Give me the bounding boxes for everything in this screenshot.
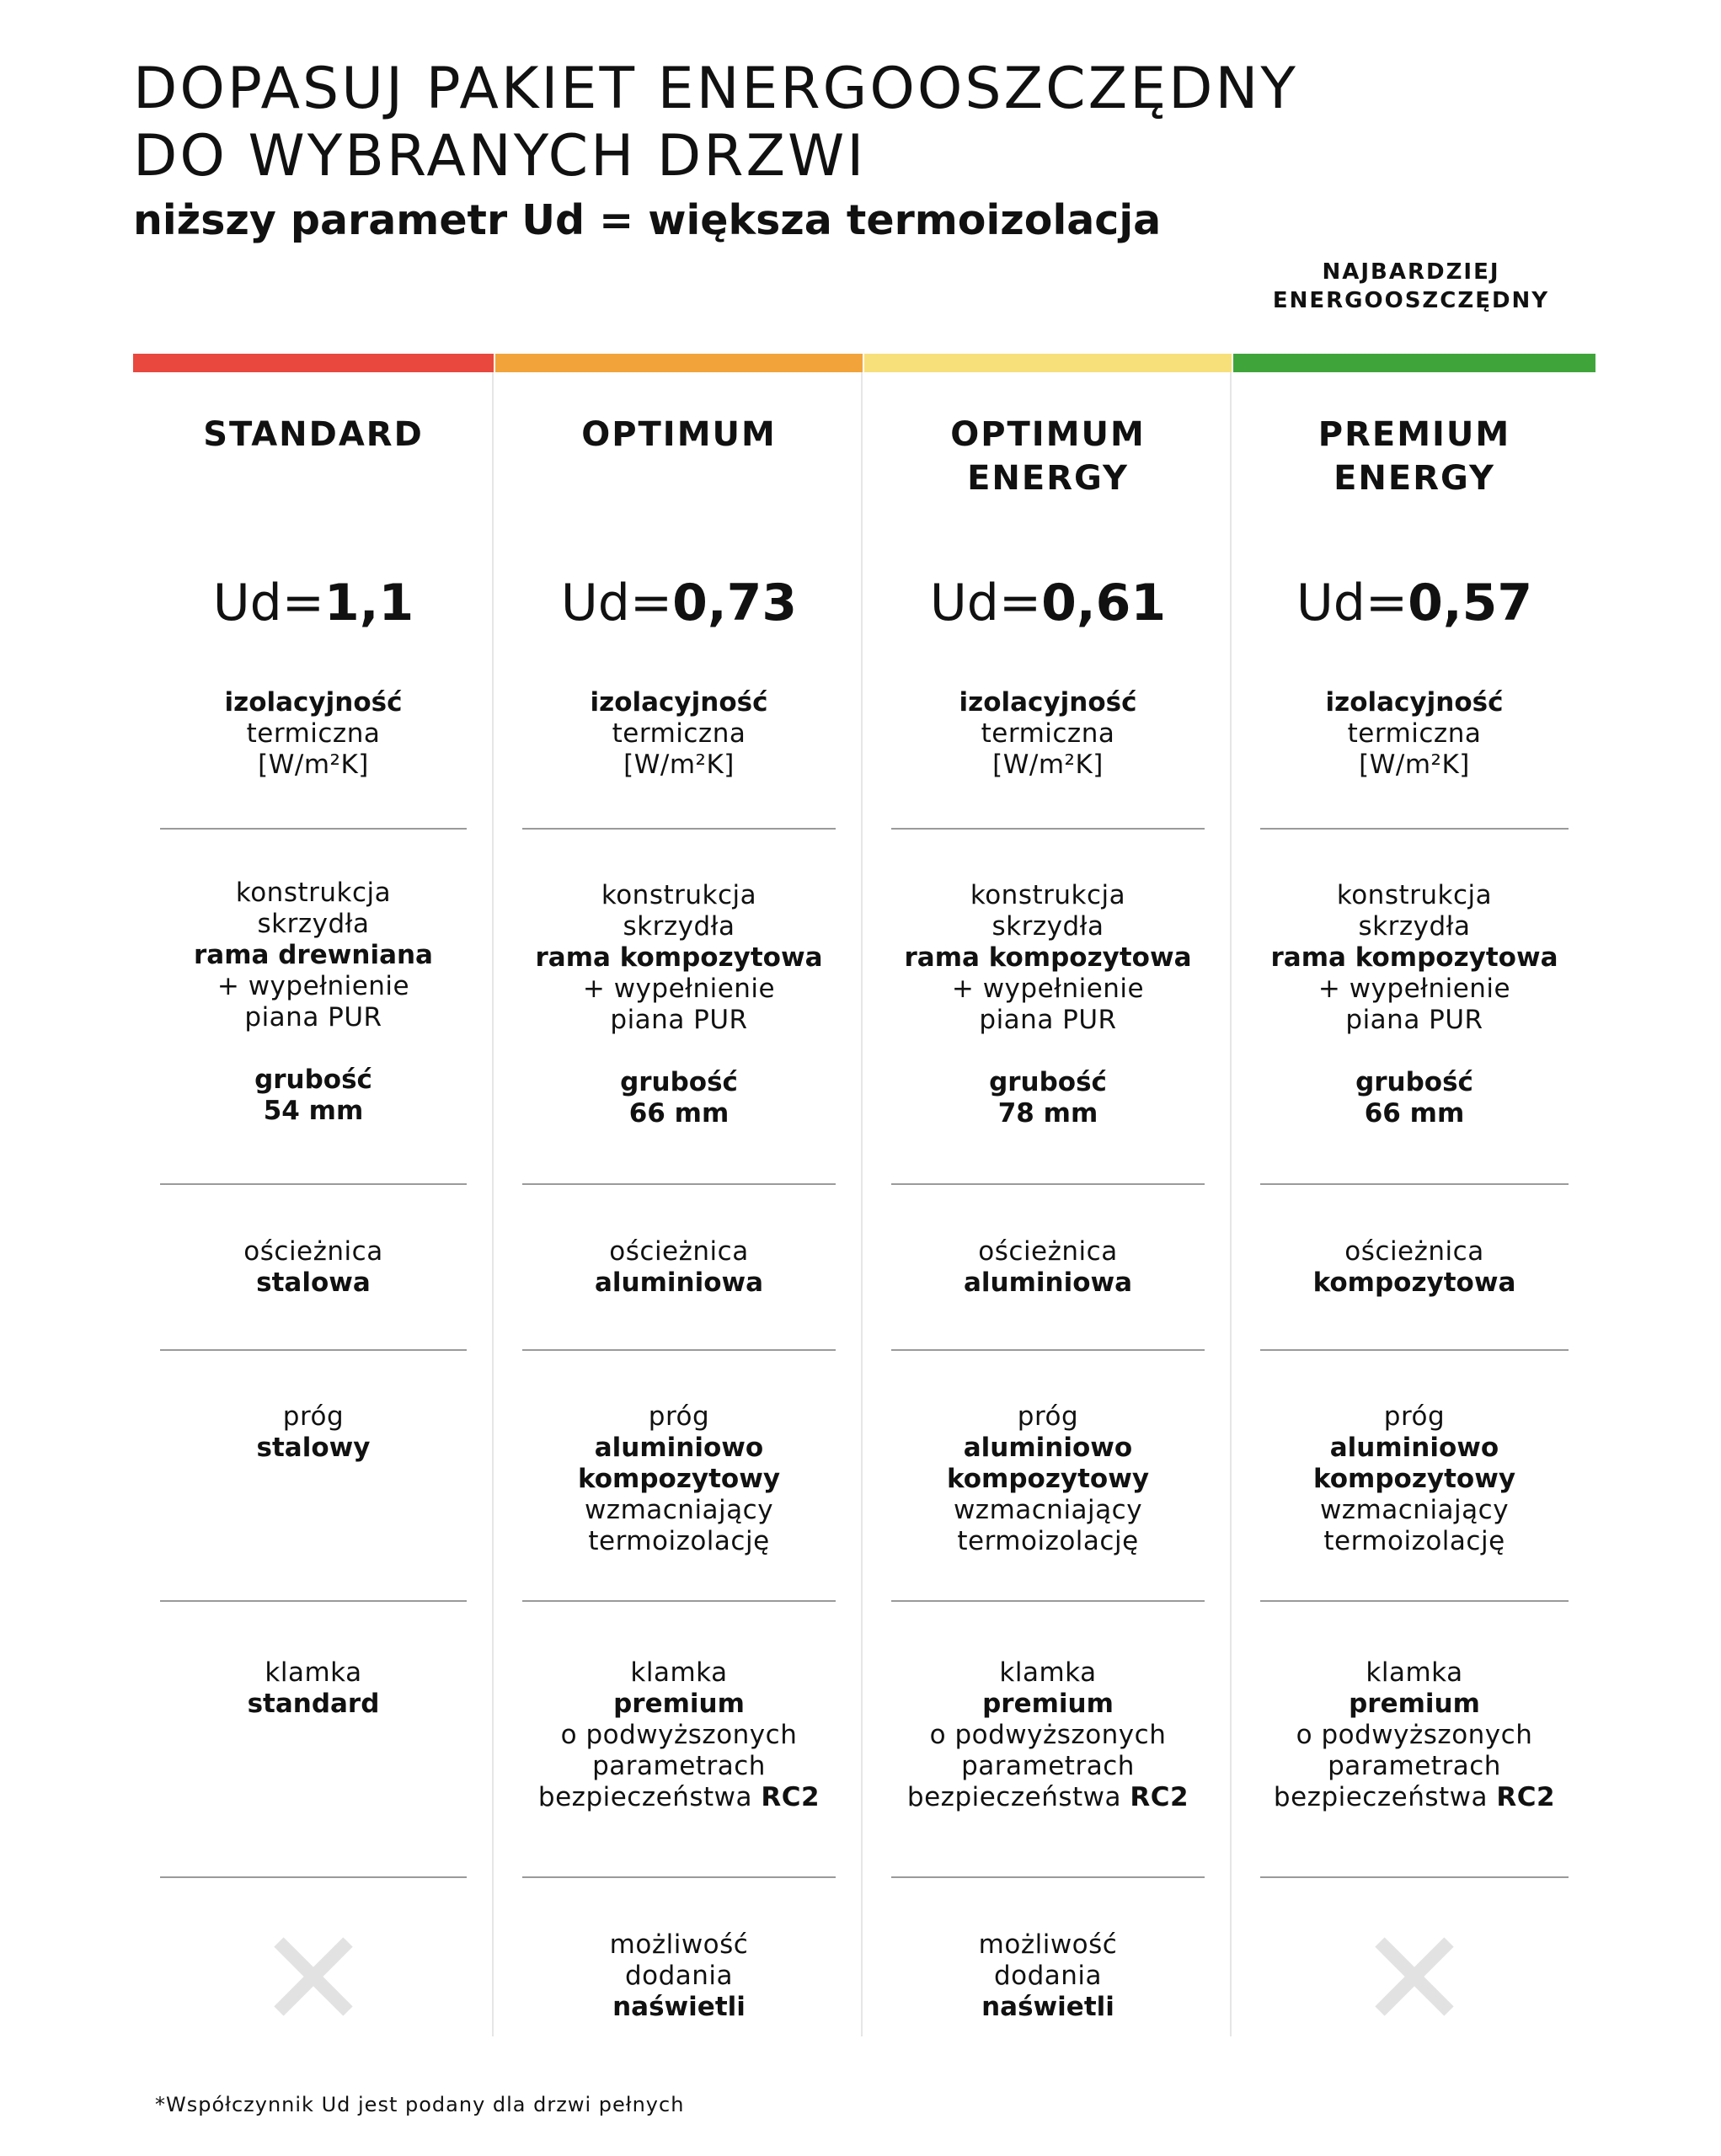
threshold-line-4: wzmacniający — [953, 1495, 1143, 1525]
row-divider — [160, 1349, 467, 1351]
handle-type: premium — [982, 1689, 1114, 1719]
ud-prefix: Ud= — [929, 574, 1042, 632]
energy-bar — [495, 354, 863, 372]
row-divider — [891, 1183, 1205, 1185]
insulation-label: izolacyjność — [224, 687, 403, 718]
package-name — [133, 413, 494, 456]
threshold-line-5: termoizolację — [957, 1526, 1139, 1556]
row-divider — [891, 1876, 1205, 1878]
threshold-material-2: kompozytowy — [1312, 1464, 1516, 1494]
construction-frame: rama kompozytowa — [535, 942, 823, 973]
construction-line-2: skrzydła — [1358, 911, 1471, 942]
package-name — [864, 413, 1232, 500]
column-optimum — [495, 354, 863, 2036]
handle-security-label: bezpieczeństwa — [906, 1782, 1130, 1812]
construction-frame: rama kompozytowa — [1270, 942, 1558, 973]
column-optimum-energy — [864, 354, 1232, 2036]
threshold-material-2: kompozytowy — [946, 1464, 1150, 1494]
handle-line-3: o podwyższonych — [929, 1720, 1167, 1750]
handle-label: klamka — [630, 1657, 728, 1688]
column-standard — [133, 354, 494, 2036]
row-divider — [522, 1600, 836, 1602]
handle-line-4: parametrach — [961, 1751, 1135, 1781]
construction-line-4: + wypełnienie — [216, 971, 410, 1001]
package-name — [495, 413, 863, 456]
frame-label: ościeżnica — [978, 1236, 1118, 1267]
insulation-label: izolacyjność — [1325, 687, 1504, 718]
construction-block — [864, 880, 1232, 1129]
handle-security-class: RC2 — [1496, 1782, 1556, 1812]
frame-material: stalowa — [256, 1267, 371, 1298]
row-divider — [522, 1349, 836, 1351]
skylight-line-1: możliwość — [978, 1929, 1118, 1960]
package-name-line-1: PREMIUM — [1317, 415, 1511, 454]
insulation-unit: [W/m²K] — [1359, 750, 1470, 780]
row-divider — [160, 1600, 467, 1602]
skylight-line-3: naświetli — [981, 1992, 1114, 2022]
construction-line-2: skrzydła — [991, 911, 1104, 942]
row-divider — [160, 1876, 467, 1878]
handle-label: klamka — [1366, 1657, 1463, 1688]
most-efficient-badge — [1234, 258, 1588, 315]
threshold-material: stalowy — [256, 1433, 371, 1463]
construction-block — [133, 878, 494, 1127]
thickness-label: grubość — [989, 1067, 1107, 1097]
thickness-label: grubość — [254, 1065, 372, 1095]
construction-line-4: + wypełnienie — [951, 974, 1145, 1004]
ud-value — [495, 571, 863, 635]
construction-frame: rama drewniana — [194, 940, 433, 970]
handle-line-5 — [1233, 1782, 1595, 1813]
ud-value — [133, 571, 494, 635]
handle-line-4: parametrach — [592, 1751, 766, 1781]
page-title-line-1: DOPASUJ PAKIET ENERGOOSZCZĘDNY — [133, 56, 1298, 122]
handle-line-5 — [864, 1782, 1232, 1813]
handle-block — [133, 1657, 494, 1720]
row-divider — [522, 828, 836, 830]
threshold-label: próg — [282, 1401, 345, 1432]
footnote: *Współczynnik Ud jest podany dla drzwi pełnych — [155, 2093, 685, 2116]
skylight-line-1: możliwość — [609, 1929, 749, 1960]
insulation-block — [495, 687, 863, 781]
frame-block — [133, 1236, 494, 1299]
package-name-line-2: ENERGY — [967, 459, 1129, 498]
row-divider — [522, 1183, 836, 1185]
handle-line-3: o podwyższonych — [1296, 1720, 1533, 1750]
energy-bar — [1233, 354, 1595, 372]
ud-value — [1233, 571, 1595, 635]
handle-security-class: RC2 — [761, 1782, 820, 1812]
row-divider — [1260, 1183, 1569, 1185]
energy-bar — [133, 354, 494, 372]
handle-security-label: bezpieczeństwa — [1273, 1782, 1497, 1812]
construction-line-4: + wypełnienie — [1317, 974, 1511, 1004]
construction-line-4: + wypełnienie — [582, 974, 776, 1004]
row-divider — [891, 1349, 1205, 1351]
ud-prefix: Ud= — [560, 574, 673, 632]
package-name — [1233, 413, 1595, 500]
handle-line-4: parametrach — [1328, 1751, 1501, 1781]
construction-block — [1233, 880, 1595, 1129]
handle-security-label: bezpieczeństwa — [537, 1782, 762, 1812]
thickness-value: 78 mm — [997, 1098, 1098, 1129]
ud-number: 0,73 — [672, 574, 798, 632]
insulation-line-2: termiczna — [1347, 718, 1482, 749]
comparison-table — [133, 354, 1595, 2036]
ud-number: 0,57 — [1408, 574, 1533, 632]
row-divider — [891, 828, 1205, 830]
thickness-label: grubość — [620, 1067, 738, 1097]
row-divider — [1260, 1600, 1569, 1602]
threshold-block — [495, 1401, 863, 1557]
ud-prefix: Ud= — [1296, 574, 1408, 632]
badge-line-2: ENERGOOSZCZĘDNY — [1272, 288, 1550, 313]
skylight-block — [864, 1929, 1232, 2023]
threshold-material: aluminiowo — [1329, 1433, 1499, 1463]
cross-icon — [275, 1939, 351, 2015]
thickness-label: grubość — [1355, 1067, 1473, 1097]
skylight-line-2: dodania — [624, 1961, 734, 1991]
ud-number: 1,1 — [323, 574, 414, 632]
frame-label: ościeżnica — [1344, 1236, 1484, 1267]
page-subtitle: niższy parametr Ud = większa termoizolacja — [133, 196, 1162, 244]
construction-line-5: piana PUR — [244, 1002, 382, 1033]
row-divider — [1260, 1876, 1569, 1878]
ud-prefix: Ud= — [212, 574, 324, 632]
badge-line-1: NAJBARDZIEJ — [1322, 259, 1500, 285]
insulation-line-2: termiczna — [612, 718, 746, 749]
package-name-line-2: ENERGY — [1334, 459, 1495, 498]
row-divider — [1260, 1349, 1569, 1351]
construction-line-5: piana PUR — [610, 1005, 748, 1035]
row-divider — [891, 1600, 1205, 1602]
threshold-block — [1233, 1401, 1595, 1557]
frame-material: aluminiowa — [963, 1267, 1133, 1298]
skylight-line-3: naświetli — [612, 1992, 746, 2022]
threshold-line-5: termoizolację — [1323, 1526, 1505, 1556]
handle-block — [1233, 1657, 1595, 1813]
construction-line-5: piana PUR — [1345, 1005, 1483, 1035]
thickness-value: 54 mm — [263, 1096, 364, 1126]
construction-line-1: konstrukcja — [601, 880, 757, 910]
handle-block — [495, 1657, 863, 1813]
frame-block — [1233, 1236, 1595, 1299]
package-name-line-1: OPTIMUM — [581, 415, 777, 454]
thickness-value: 66 mm — [628, 1098, 730, 1129]
threshold-line-4: wzmacniający — [584, 1495, 774, 1525]
ud-value — [864, 571, 1232, 635]
row-divider — [160, 828, 467, 830]
page-title — [133, 56, 1298, 190]
handle-security-class: RC2 — [1130, 1782, 1189, 1812]
handle-line-3: o podwyższonych — [560, 1720, 798, 1750]
cross-icon — [1376, 1939, 1452, 2015]
insulation-block — [133, 687, 494, 781]
energy-bar — [864, 354, 1232, 372]
threshold-label: próg — [1017, 1401, 1079, 1432]
handle-type: standard — [247, 1689, 380, 1719]
package-name-line-1: OPTIMUM — [950, 415, 1146, 454]
construction-frame: rama kompozytowa — [904, 942, 1192, 973]
insulation-line-2: termiczna — [981, 718, 1115, 749]
threshold-material: aluminiowo — [594, 1433, 764, 1463]
construction-line-2: skrzydła — [623, 911, 735, 942]
page-title-line-2: DO WYBRANYCH DRZWI — [133, 123, 867, 189]
threshold-block — [133, 1401, 494, 1464]
threshold-line-4: wzmacniający — [1319, 1495, 1510, 1525]
frame-block — [864, 1236, 1232, 1299]
ud-number: 0,61 — [1041, 574, 1167, 632]
frame-label: ościeżnica — [609, 1236, 749, 1267]
handle-line-5 — [495, 1782, 863, 1813]
insulation-unit: [W/m²K] — [258, 750, 369, 780]
construction-line-2: skrzydła — [257, 909, 370, 939]
threshold-material: aluminiowo — [963, 1433, 1133, 1463]
thickness-value: 66 mm — [1364, 1098, 1465, 1129]
handle-type: premium — [1349, 1689, 1480, 1719]
handle-type: premium — [613, 1689, 745, 1719]
insulation-label: izolacyjność — [959, 687, 1137, 718]
threshold-label: próg — [648, 1401, 710, 1432]
threshold-line-5: termoizolację — [588, 1526, 770, 1556]
insulation-block — [864, 687, 1232, 781]
package-name-line-1: STANDARD — [203, 415, 424, 454]
frame-block — [495, 1236, 863, 1299]
row-divider — [160, 1183, 467, 1185]
handle-label: klamka — [265, 1657, 362, 1688]
insulation-line-2: termiczna — [246, 718, 381, 749]
handle-label: klamka — [999, 1657, 1097, 1688]
skylight-block — [495, 1929, 863, 2023]
construction-line-1: konstrukcja — [1336, 880, 1493, 910]
row-divider — [522, 1876, 836, 1878]
insulation-unit: [W/m²K] — [992, 750, 1104, 780]
frame-material: kompozytowa — [1312, 1267, 1516, 1298]
row-divider — [1260, 828, 1569, 830]
construction-line-1: konstrukcja — [970, 880, 1126, 910]
insulation-block — [1233, 687, 1595, 781]
construction-line-5: piana PUR — [979, 1005, 1117, 1035]
threshold-material-2: kompozytowy — [577, 1464, 781, 1494]
insulation-label: izolacyjność — [590, 687, 768, 718]
frame-label: ościeżnica — [243, 1236, 383, 1267]
frame-material: aluminiowa — [594, 1267, 764, 1298]
skylight-line-2: dodania — [993, 1961, 1103, 1991]
insulation-unit: [W/m²K] — [623, 750, 735, 780]
column-premium-energy — [1233, 354, 1595, 2036]
construction-line-1: konstrukcja — [235, 878, 392, 908]
construction-block — [495, 880, 863, 1129]
threshold-label: próg — [1383, 1401, 1446, 1432]
threshold-block — [864, 1401, 1232, 1557]
handle-block — [864, 1657, 1232, 1813]
